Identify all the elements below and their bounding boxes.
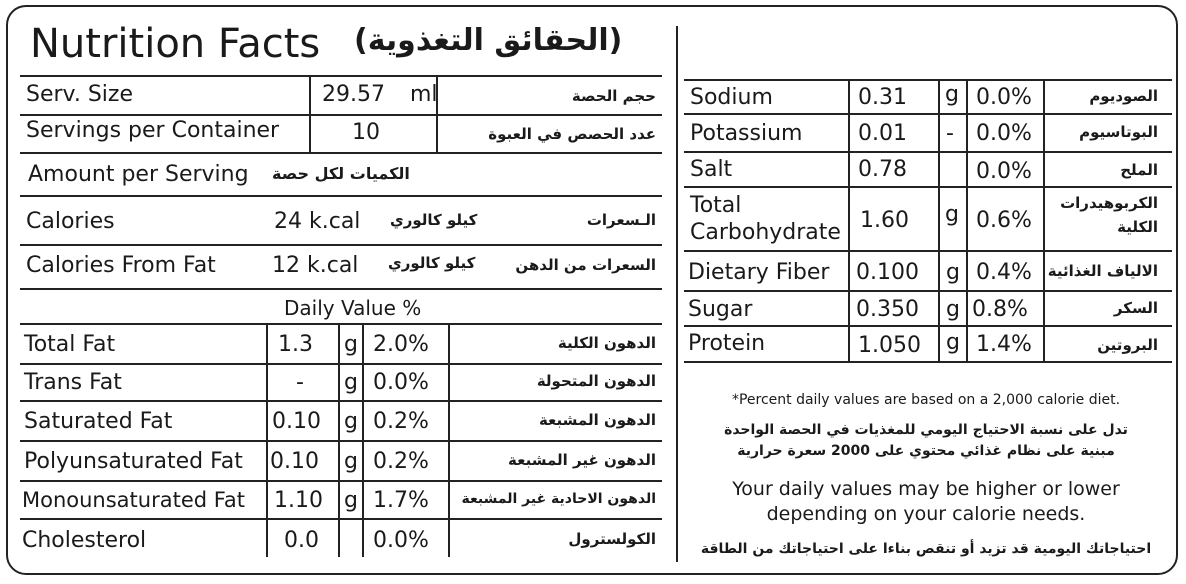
footnote-ar-1: تدل على نسبة الاحتياج اليومي للمغذيات في الحصة الواحدة: [724, 422, 1128, 438]
nutrient-value: 0.100: [856, 260, 919, 285]
divider: [20, 288, 662, 290]
nutrient-name-line2: Carbohydrate: [690, 220, 841, 245]
nutrient-name: Total: [690, 193, 742, 218]
calories-ar: الـسعرات: [586, 211, 656, 229]
nutrient-dv: 0.8%: [972, 297, 1028, 322]
divider: [362, 323, 364, 557]
footnote-en-2: Your daily values may be higher or lower: [732, 478, 1120, 500]
divider: [684, 325, 1172, 327]
nutrient-unit: -: [946, 121, 954, 146]
divider: [684, 186, 1172, 188]
footnote-ar-2: مبنية على نظام غذائي محتوي على 2000 سعرة حرارية: [737, 443, 1115, 459]
divider: [20, 440, 662, 442]
serv-size-value: 29.57: [322, 82, 385, 107]
divider: [20, 152, 662, 154]
calories-unit-ar: كيلو كالوري: [390, 211, 478, 229]
serv-size-ar: حجم الحصة: [571, 87, 656, 105]
nutrient-ar: الدهون غير المشبعة: [508, 451, 656, 469]
nutrient-unit: g: [344, 488, 358, 513]
nutrient-name: Sodium: [690, 85, 773, 110]
calories-from-fat-ar: السعرات من الدهن: [515, 256, 656, 274]
nutrient-value: 1.60: [860, 208, 909, 233]
nutrient-dv: 0.6%: [976, 208, 1032, 233]
servings-per-container-label: Servings per Container: [26, 118, 280, 143]
serv-size-label: Serv. Size: [26, 82, 134, 107]
nutrient-name: Total Fat: [24, 332, 116, 357]
divider: [20, 363, 662, 365]
calories-from-fat-label: Calories From Fat: [26, 253, 216, 278]
divider: [20, 400, 662, 402]
divider: [684, 361, 1172, 363]
divider: [684, 79, 1172, 81]
nutrient-ar: الكولسترول: [568, 530, 656, 548]
nutrient-unit: g: [344, 409, 358, 434]
divider: [20, 480, 662, 482]
nutrient-value: 0.78: [858, 157, 907, 182]
nutrient-unit: g: [945, 82, 959, 107]
divider: [20, 244, 662, 246]
divider: [20, 518, 662, 520]
nutrient-name: Salt: [690, 157, 733, 182]
calories-from-fat-value: 12 k.cal: [272, 253, 359, 278]
divider: [684, 290, 1172, 292]
divider: [20, 323, 662, 325]
nutrient-unit: g: [945, 202, 959, 227]
nutrient-ar: البوتاسيوم: [1079, 123, 1158, 141]
nutrient-ar: البروتين: [1097, 336, 1158, 354]
nutrient-value: 0.10: [270, 449, 319, 474]
nutrient-ar: الدهون المتحولة: [536, 372, 656, 390]
nutrient-ar-line2: الكلية: [1117, 218, 1158, 236]
divider: [848, 79, 850, 361]
nutrient-ar: الكربوهيدرات: [1060, 194, 1158, 212]
servings-per-container-ar: عدد الحصص في العبوة: [488, 125, 656, 143]
calories-from-fat-unit-ar: كيلو كالوري: [388, 254, 476, 272]
divider: [266, 323, 268, 557]
servings-per-container-value: 10: [352, 120, 380, 145]
nutrient-dv: 0.2%: [373, 449, 429, 474]
nutrient-dv: 0.0%: [976, 159, 1032, 184]
divider: [1043, 79, 1045, 361]
nutrient-value: 0.350: [856, 297, 919, 322]
nutrient-value: 0.0: [284, 528, 319, 553]
nutrient-value: 1.10: [274, 488, 323, 513]
nutrient-name: Protein: [688, 331, 766, 356]
calories-label: Calories: [26, 209, 115, 234]
nutrient-unit: g: [946, 297, 960, 322]
nutrient-ar: الالياف الغذائية: [1047, 262, 1158, 280]
divider: [309, 77, 311, 152]
nutrient-value: -: [296, 370, 304, 395]
nutrient-name: Polyunsaturated Fat: [24, 449, 243, 474]
nutrient-value: 0.01: [858, 121, 907, 146]
nutrient-dv: 0.2%: [373, 409, 429, 434]
title-ar: (الحقائق التغذوية): [354, 23, 623, 58]
nutrient-value: 1.050: [858, 333, 921, 358]
title-en: Nutrition Facts: [30, 21, 321, 67]
nutrient-ar: الدهون المشبعة: [538, 411, 656, 429]
nutrient-ar: الصوديوم: [1089, 87, 1158, 105]
footnote-en-1: *Percent daily values are based on a 2,000 calorie diet.: [731, 392, 1121, 408]
divider: [684, 151, 1172, 153]
nutrient-unit: g: [946, 330, 960, 355]
divider: [338, 323, 340, 557]
nutrient-dv: 2.0%: [373, 332, 429, 357]
divider: [684, 250, 1172, 252]
nutrient-dv: 0.0%: [976, 85, 1032, 110]
nutrient-unit: g: [344, 449, 358, 474]
nutrient-name: Sugar: [688, 297, 753, 322]
nutrient-unit: g: [946, 260, 960, 285]
divider: [966, 79, 968, 361]
nutrient-value: 0.31: [858, 85, 907, 110]
nutrient-ar: الملح: [1120, 161, 1158, 179]
nutrient-unit: g: [344, 370, 358, 395]
nutrient-dv: 1.7%: [373, 488, 429, 513]
divider: [20, 75, 662, 77]
divider: [684, 113, 1172, 115]
amount-per-serving-ar: الكميات لكل حصة: [272, 164, 410, 183]
divider: [938, 79, 940, 361]
nutrient-name: Monounsaturated Fat: [22, 488, 246, 512]
amount-per-serving-label: Amount per Serving: [28, 162, 249, 187]
divider: [20, 114, 662, 116]
center-divider: [676, 26, 678, 562]
divider: [448, 323, 450, 557]
calories-value: 24 k.cal: [274, 209, 361, 234]
nutrient-value: 0.10: [272, 409, 321, 434]
nutrient-dv: 0.0%: [373, 370, 429, 395]
nutrient-name: Cholesterol: [22, 528, 147, 553]
nutrient-value: 1.3: [278, 332, 313, 357]
daily-value-header: Daily Value %: [284, 296, 422, 320]
nutrient-name: Dietary Fiber: [688, 260, 830, 285]
divider: [20, 195, 662, 197]
nutrient-name: Trans Fat: [24, 370, 122, 395]
serv-size-unit: ml: [410, 82, 438, 107]
nutrient-ar: الدهون الكلية: [557, 334, 656, 352]
nutrient-dv: 0.0%: [373, 528, 429, 553]
nutrient-name: Potassium: [690, 121, 803, 146]
nutrient-dv: 0.0%: [976, 121, 1032, 146]
footnote-ar-3: احتياجاتك اليومية قد تزيد أو تنقص بناءا على احتياجاتك من الطاقة: [700, 541, 1152, 557]
nutrient-dv: 0.4%: [976, 260, 1032, 285]
nutrient-ar: السكر: [1113, 299, 1158, 317]
nutrient-name: Saturated Fat: [24, 409, 173, 434]
footnote-en-3: depending on your calorie needs.: [766, 503, 1086, 525]
nutrient-unit: g: [344, 332, 358, 357]
nutrient-ar: الدهون الاحادية غير المشبعة: [461, 491, 656, 507]
nutrient-dv: 1.4%: [976, 332, 1032, 357]
